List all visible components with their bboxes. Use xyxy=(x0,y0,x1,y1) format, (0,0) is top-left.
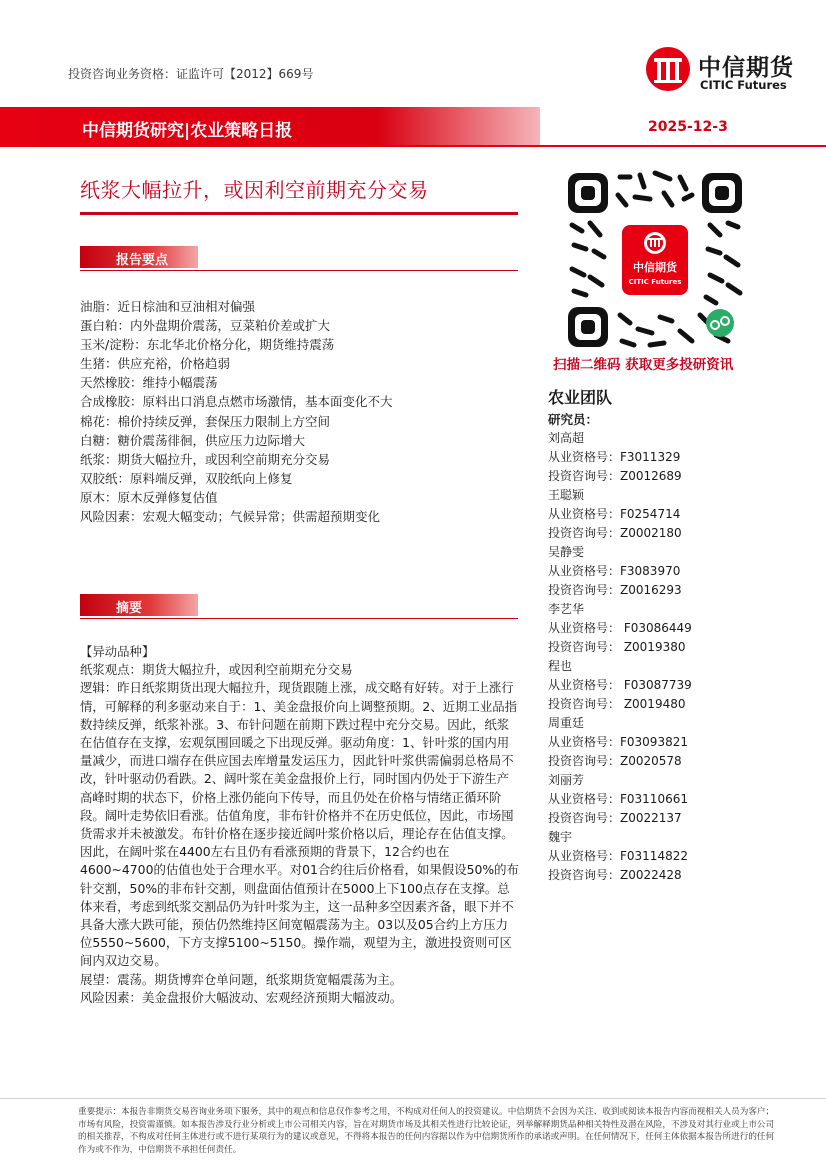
summary-tag xyxy=(80,594,198,616)
highlight-item: 双胶纸：原料端反弹，双胶纸向上修复 xyxy=(80,470,293,486)
member-cert: 从业资格号： F03086449 xyxy=(548,621,692,635)
qr-code-icon xyxy=(560,165,750,355)
member-cert: 从业资格号：F03093821 xyxy=(548,735,688,749)
license-text: 投资咨询业务资格：证监许可【2012】669号 xyxy=(68,67,314,81)
summary-section-header xyxy=(80,594,518,616)
member-consult: 投资咨询号： Z0019480 xyxy=(548,697,686,711)
report-main-title: 纸浆大幅拉升，或因利空前期充分交易 xyxy=(80,178,429,202)
summary-paragraph: 风险因素：美金盘报价大幅波动、宏观经济预期大幅波动。 xyxy=(80,989,403,1005)
highlight-item: 风险因素：宏观大幅变动；气候异常；供需超预期变化 xyxy=(80,509,381,525)
highlight-item: 合成橡胶：原料出口消息点燃市场激情，基本面变化不大 xyxy=(80,394,393,410)
team-subtitle: 研究员： xyxy=(548,412,599,427)
highlight-item: 生猪：供应充裕，价格趋弱 xyxy=(80,356,231,372)
member-name: 刘高超 xyxy=(548,431,585,445)
member-name: 魏宇 xyxy=(548,830,573,844)
member-consult: 投资咨询号：Z0016293 xyxy=(548,583,682,597)
highlights-label: 报告要点 xyxy=(116,253,169,268)
team-title: 农业团队 xyxy=(548,388,613,407)
member-consult: 投资咨询号：Z0022428 xyxy=(548,868,682,882)
header-underline xyxy=(0,145,826,147)
member-cert: 从业资格号： F03087739 xyxy=(548,678,692,692)
team-panel xyxy=(548,386,788,885)
highlight-item: 原木：原木反弹修复估值 xyxy=(80,489,218,505)
member-cert: 从业资格号：F03110661 xyxy=(548,792,688,806)
qr-logo-cn-text: 中信期货 xyxy=(633,261,677,274)
summary-paragraph: 【异动品种】 xyxy=(80,644,155,659)
member-name: 周重廷 xyxy=(548,716,585,730)
summary-paragraph: 逻辑：昨日纸浆期货出现大幅拉升，现货跟随上涨，成交略有好转。对于上涨行情，可解释的利多驱动来自于：1、美金盘报价向上调整预期。2、近期工业品指数持续反弹，纸浆补涨。3、布针问题在前期下跌过程中充分交易。因此，纸浆在估值存在支撑，宏观氛围回暖之下出现反弹。驱动角度：1、针叶浆的国内用量减少，而进口端存在供应国去库增量发运压力，因此针叶浆供需偏弱总格局不改，针叶驱动仍看跌。2、阔叶浆在美金盘报价上行，同时国内仍处于下游生产高峰时期的状态下，价格上涨仍能向下传导，而且仍处在价格与情绪正循环阶段。阔叶走势依旧看涨。估值角度，非布针价格并不在历史低位，因此，市场囤货需求并未被激发。布针价格在逐步接近阔叶浆价格以后，理论存在估值支撑。因此，在阔叶浆在4400左右且仍有看涨预期的背景下，12合约也在4600~4700的估值也处于合理水平。对01合约往后价格看，如果假设50%的布针交割，50%的非布针交割，则盘面估值预计在5000上下100点存在支撑。总体来看，考虑到纸浆交割品仍为针叶浆为主，这一品种多空因素齐备，眼下并不具备大涨大跌可能，预估仍然维持区间宽幅震荡为主。03以及05合约上方压力位5550~5600，下方支撑5100~5150。操作端，观望为主，激进投资则可区间内双边交易。 xyxy=(80,680,519,969)
qr-code[interactable] xyxy=(560,165,750,355)
member-consult: 投资咨询号：Z0002180 xyxy=(548,526,682,540)
report-series-title: 中信期货研究|农业策略日报 xyxy=(82,121,293,141)
report-header-bar xyxy=(0,107,826,147)
highlights-tag xyxy=(80,246,198,268)
summary-paragraph: 纸浆观点：期货大幅拉升，或因利空前期充分交易 xyxy=(80,662,353,678)
highlights-section-header xyxy=(80,246,518,268)
member-name: 程也 xyxy=(548,659,573,673)
member-name: 李艺华 xyxy=(548,602,585,616)
logo-cn-text: 中信期货 xyxy=(698,55,794,81)
highlights-divider xyxy=(80,270,518,271)
highlight-item: 白糖：糖价震荡徘徊，供应压力边际增大 xyxy=(80,432,306,448)
disclaimer-text: 重要提示：本报告非期货交易咨询业务项下服务，其中的观点和信息仅作参考之用，不构成对任何人的投资建议。中信期货不会因为关注、收到或阅读本报告内容而视相关人员为客户；市场有风险，投资需谨慎。如本报告涉及行业分析或上市公司相关内容，旨在对期货市场及其相关性进行比较论证，列举解释期货品种相关特性及潜在风险，不涉及对其行业或上市公司的相关推荐，不构成对任何主体进行或不进行某项行为的建议或意见，不得将本报告的任何内容据以作为中信期货所作的承诺或声明。在任何情况下，任何主体依据本报告所进行的任何作为或不作为，中信期货不承担任何责任。 xyxy=(78,1107,775,1155)
summary-label: 摘要 xyxy=(116,601,143,616)
member-consult: 投资咨询号：Z0022137 xyxy=(548,811,682,825)
report-date: 2025-12-3 xyxy=(648,119,728,135)
highlight-item: 玉米/淀粉：东北华北价格分化，期货维持震荡 xyxy=(80,337,335,353)
highlight-item: 纸浆：期货大幅拉升，或因利空前期充分交易 xyxy=(80,451,331,467)
disclaimer-divider xyxy=(0,1098,826,1099)
citic-emblem-icon xyxy=(644,45,692,93)
summary-body xyxy=(80,643,520,1007)
summary-divider xyxy=(80,618,518,619)
title-divider xyxy=(80,212,518,215)
highlights-list xyxy=(80,297,520,526)
highlight-item: 棉花：棉价持续反弹，套保压力限制上方空间 xyxy=(80,413,331,429)
highlight-item: 油脂：近日棕油和豆油相对偏强 xyxy=(80,299,256,314)
member-consult: 投资咨询号：Z0020578 xyxy=(548,754,682,768)
qr-logo-en-text: CITIC Futures xyxy=(628,278,682,286)
highlight-item: 蛋白粕：内外盘期价震荡，豆菜粕价差或扩大 xyxy=(80,318,331,334)
member-cert: 从业资格号：F3011329 xyxy=(548,450,681,464)
citic-futures-logo xyxy=(644,45,809,97)
member-cert: 从业资格号：F3083970 xyxy=(548,564,681,578)
member-consult: 投资咨询号：Z0012689 xyxy=(548,469,682,483)
member-cert: 从业资格号：F0254714 xyxy=(548,507,681,521)
qr-caption: 扫描二维码 获取更多投研资讯 xyxy=(553,357,734,373)
member-consult: 投资咨询号： Z0019380 xyxy=(548,640,686,654)
member-name: 刘丽芳 xyxy=(548,773,585,787)
summary-paragraph: 展望：震荡。期货博弈仓单问题，纸浆期货宽幅震荡为主。 xyxy=(80,971,403,987)
logo-en-text: CITIC Futures xyxy=(700,78,787,92)
member-name: 王聪颖 xyxy=(548,488,585,502)
highlight-item: 天然橡胶：维持小幅震荡 xyxy=(80,375,218,391)
member-cert: 从业资格号：F03114822 xyxy=(548,849,688,863)
member-name: 吴静雯 xyxy=(548,545,585,559)
